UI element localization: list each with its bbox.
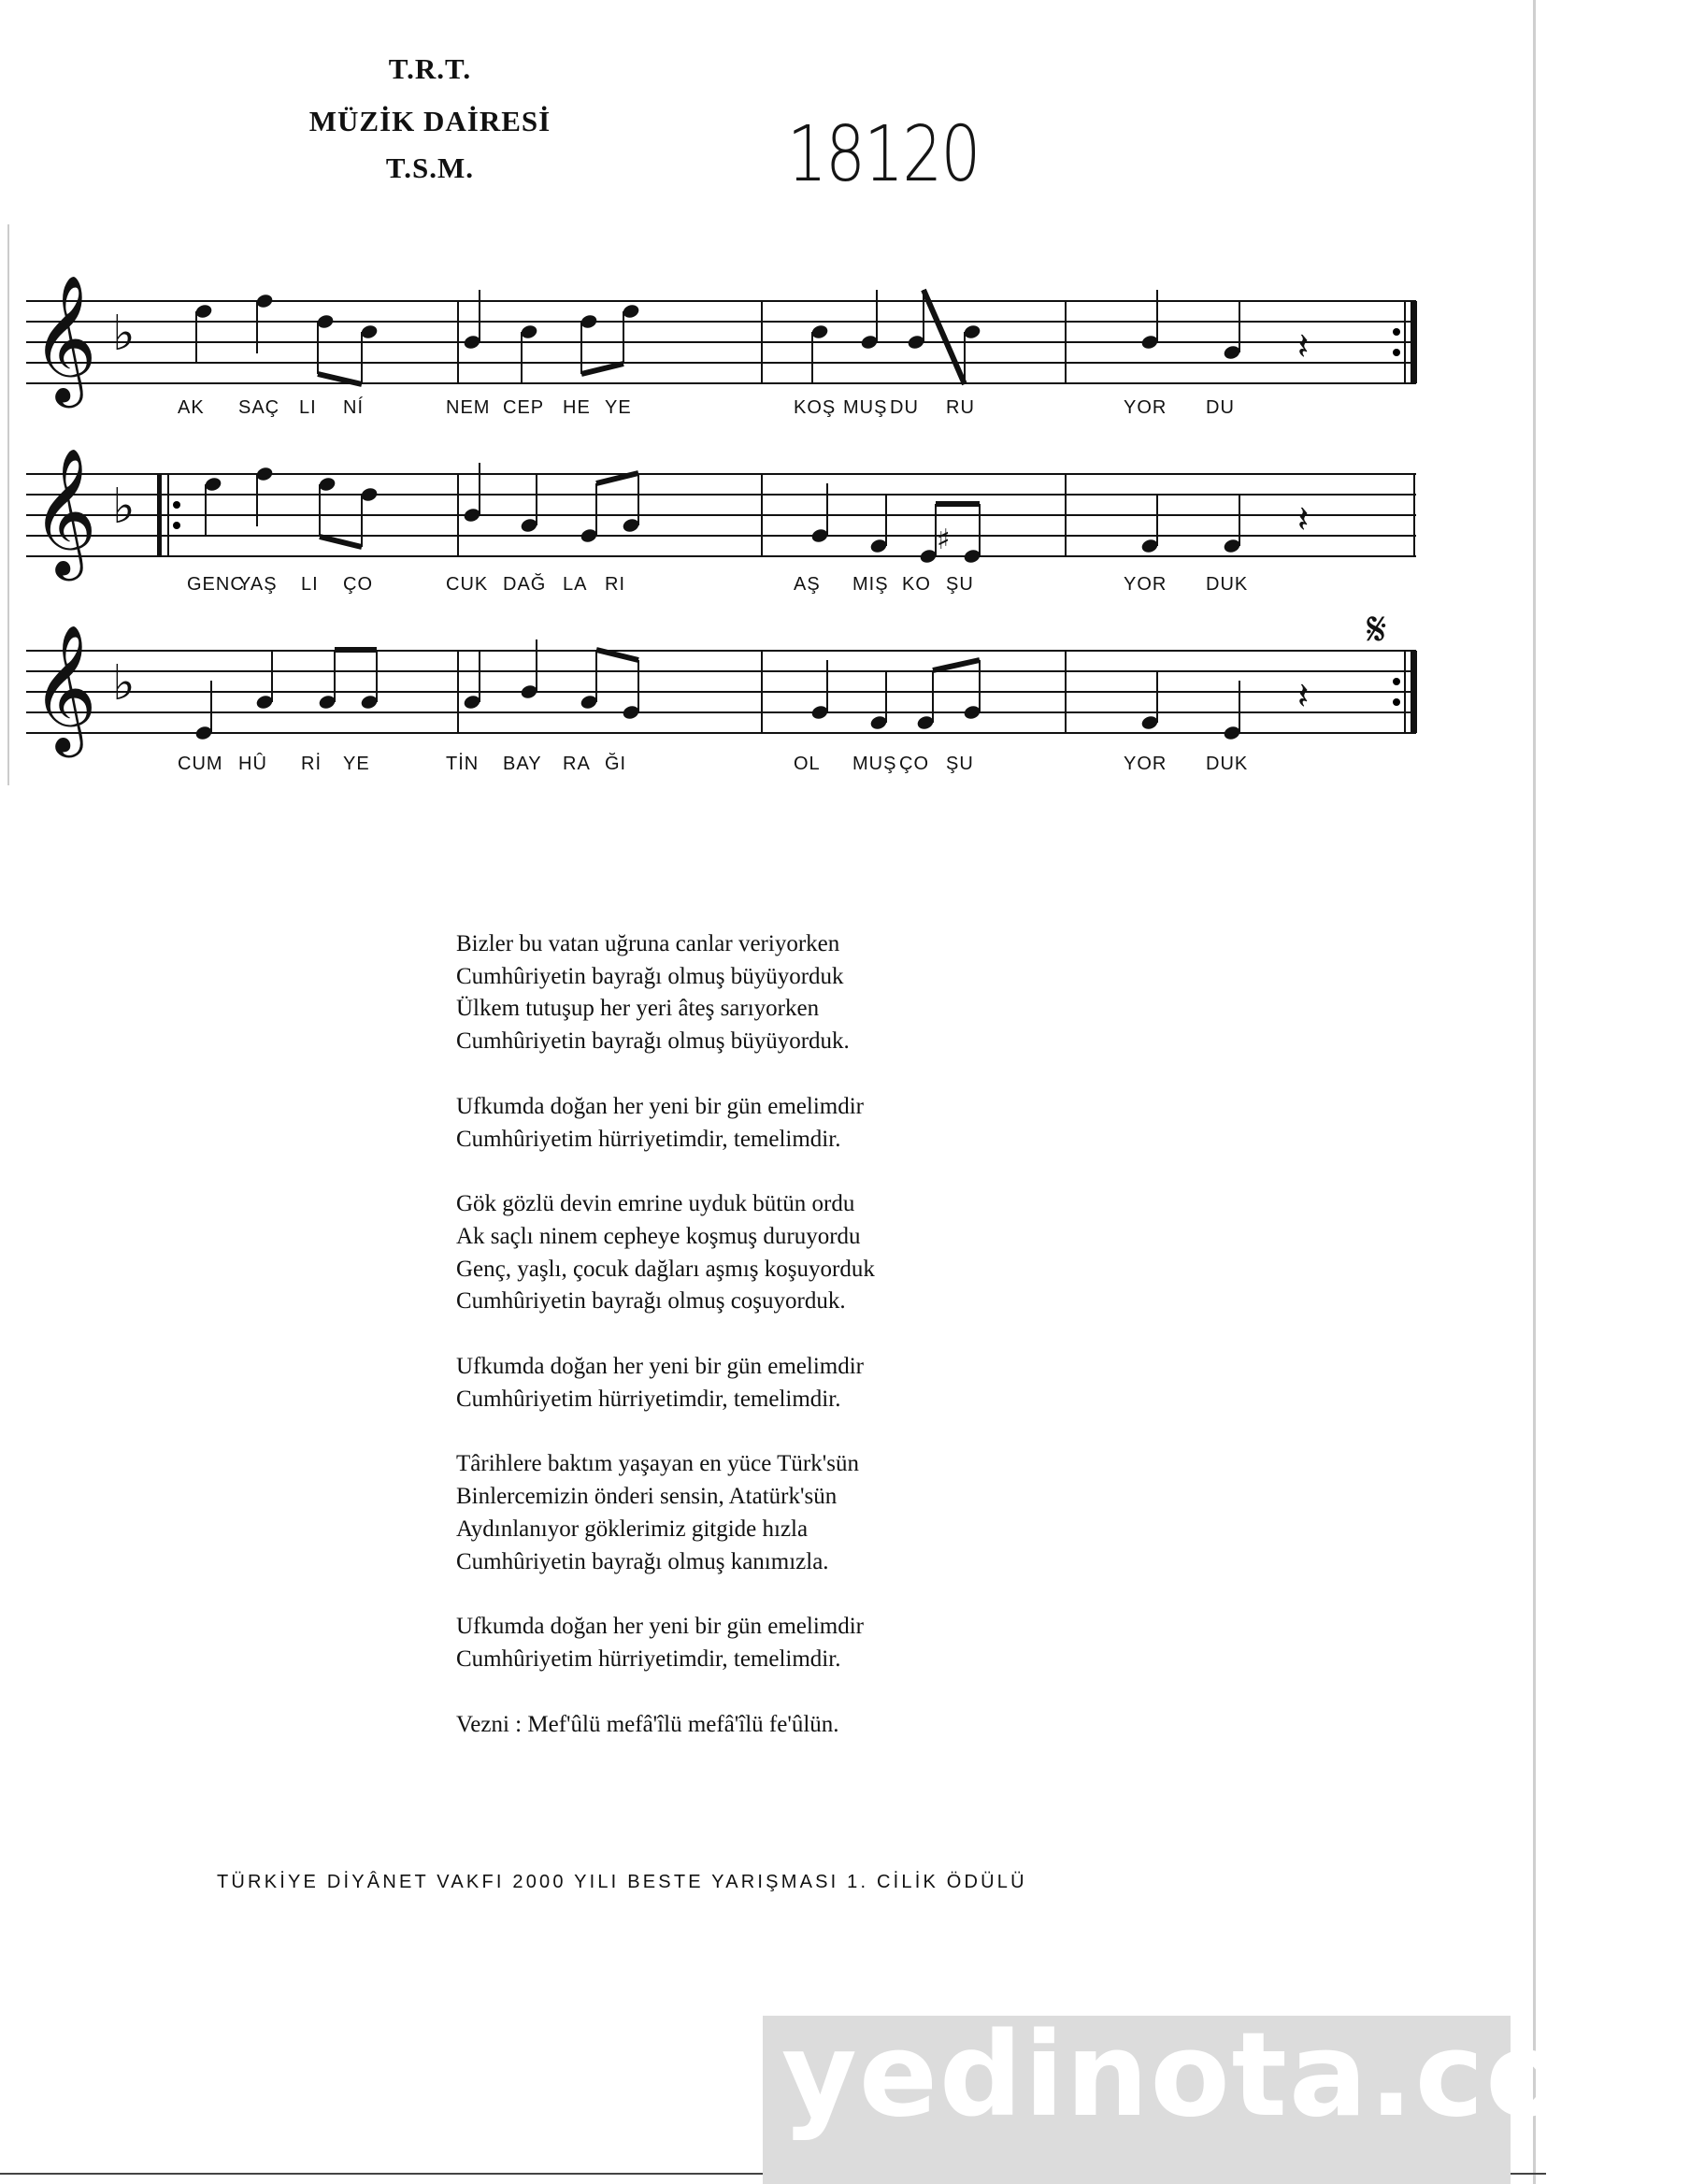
lyric-syllable: HÛ bbox=[238, 754, 267, 774]
lyric-syllable: YOR bbox=[1124, 397, 1167, 418]
repeat-dot bbox=[1393, 678, 1400, 685]
header-trt: T.R.T. bbox=[388, 52, 472, 85]
lyric-line: Cumhûriyetin bayrağı olmuş büyüyorduk bbox=[456, 963, 844, 989]
lyric-syllable: RU bbox=[946, 397, 975, 418]
repeat-dot bbox=[173, 501, 180, 509]
quarter-rest-icon: 𝄽 bbox=[1297, 675, 1310, 718]
lyric-line: Târihlere baktım yaşayan en yüce Türk'sün bbox=[456, 1451, 859, 1477]
lyrics-block bbox=[456, 928, 875, 1741]
lyric-syllable: CEP bbox=[503, 397, 545, 418]
lyric-syllable: ĞI bbox=[605, 754, 627, 774]
meter-line: Vezni : Mef'ûlü mefâ'îlü mefâ'îlü fe'ûlün. bbox=[456, 1711, 839, 1737]
lyric-line: Ufkumda doğan her yeni bir gün emelimdir bbox=[456, 1354, 864, 1380]
lyric-syllable: GENC bbox=[187, 574, 245, 595]
quarter-rest-icon: 𝄽 bbox=[1297, 325, 1310, 368]
note-beam bbox=[581, 364, 623, 374]
lyric-syllable: CUM bbox=[178, 754, 223, 774]
lyric-syllable: YAŞ bbox=[238, 574, 278, 595]
repeat-dot bbox=[1393, 349, 1400, 356]
lyric-syllable: YOR bbox=[1124, 754, 1167, 774]
lyric-syllable: MUŞ bbox=[843, 397, 888, 418]
lyric-syllable: NÍ bbox=[343, 397, 364, 418]
lyric-syllable: Rİ bbox=[301, 754, 322, 774]
flat-sign-icon: ♭ bbox=[112, 479, 136, 535]
segno-icon: 𝄋 bbox=[1367, 602, 1387, 656]
lyric-syllable: ŞU bbox=[946, 754, 974, 774]
note-beam bbox=[924, 290, 965, 384]
lyric-syllable: LA bbox=[563, 574, 588, 595]
lyric-syllable: DU bbox=[890, 397, 919, 418]
lyric-line: Cumhûriyetin bayrağı olmuş coşuyorduk. bbox=[456, 1288, 846, 1315]
lyric-syllable: YE bbox=[343, 754, 370, 774]
lyric-line: Cumhûriyetim hürriyetimdir, temelimdir. bbox=[456, 1126, 841, 1152]
repeat-thick-bar bbox=[1411, 651, 1417, 733]
lyric-syllable: AK bbox=[178, 397, 205, 418]
lyric-line: Ak saçlı ninem cepheye koşmuş duruyordu bbox=[456, 1223, 861, 1249]
stanza-2 bbox=[456, 1091, 875, 1156]
repeat-thick-bar bbox=[1411, 301, 1417, 383]
lyric-syllable: YOR bbox=[1124, 574, 1167, 595]
lyric-syllable: RI bbox=[605, 574, 625, 595]
lyric-line: Cumhûriyetin bayrağı olmuş kanımızla. bbox=[456, 1548, 829, 1574]
lyric-line: Aydınlanıyor göklerimiz gitgide hızla bbox=[456, 1516, 809, 1542]
music-score bbox=[0, 0, 1546, 823]
lyric-syllable: YE bbox=[605, 397, 632, 418]
stanza-6 bbox=[456, 1611, 875, 1675]
lyric-syllable: SAÇ bbox=[238, 397, 280, 418]
repeat-dot bbox=[173, 522, 180, 529]
lyric-line: Bizler bu vatan uğruna canlar veriyorken bbox=[456, 931, 840, 956]
stanza-5 bbox=[456, 1448, 875, 1578]
lyric-syllable: RA bbox=[563, 754, 591, 774]
lyric-syllable: LI bbox=[301, 574, 319, 595]
lyric-line: Cumhûriyetim hürriyetimdir, temelimdir. bbox=[456, 1386, 841, 1412]
lyric-syllable: BAY bbox=[503, 754, 542, 774]
lyric-line: Cumhûriyetim hürriyetimdir, temelimdir. bbox=[456, 1645, 841, 1672]
catalog-number: 18120 bbox=[787, 110, 980, 199]
award-caption: TÜRKİYE DİYÂNET VAKFI 2000 YILI BESTE YARIŞMASI 1. CİLİK ÖDÜLÜ bbox=[217, 1872, 1027, 1892]
lyric-line: Ufkumda doğan her yeni bir gün emelimdir bbox=[456, 1614, 864, 1640]
lyric-syllable: HE bbox=[563, 397, 591, 418]
repeat-dot bbox=[1393, 698, 1400, 706]
sharp-sign-icon: ♯ bbox=[937, 524, 951, 556]
lyric-line: Ülkem tutuşup her yeri âteş sarıyorken bbox=[456, 996, 820, 1022]
staff-system bbox=[26, 446, 1416, 581]
lyric-syllable: KOŞ bbox=[794, 397, 837, 418]
lyric-syllable: LI bbox=[299, 397, 317, 418]
lyric-syllable: MIŞ bbox=[852, 574, 889, 595]
lyric-syllable: KO bbox=[902, 574, 931, 595]
lyric-syllable: TİN bbox=[446, 754, 480, 774]
lyric-syllable: DAĞ bbox=[503, 574, 547, 595]
stanza-1 bbox=[456, 928, 875, 1058]
staff-system bbox=[26, 273, 1417, 408]
header-muzik-dairesi: MÜZİK DAİRESİ bbox=[308, 105, 551, 137]
lyric-syllable: DUK bbox=[1206, 754, 1249, 774]
flat-sign-icon: ♭ bbox=[112, 306, 136, 362]
stanza-4 bbox=[456, 1351, 875, 1415]
lyric-syllable: OL bbox=[794, 754, 821, 774]
lyric-syllable: CUK bbox=[446, 574, 489, 595]
lyric-syllable: AŞ bbox=[794, 574, 821, 595]
lyric-syllable: ÇO bbox=[899, 754, 929, 774]
lyric-syllable: DUK bbox=[1206, 574, 1249, 595]
lyric-line: Genç, yaşlı, çocuk dağları aşmış koşuyorduk bbox=[456, 1256, 875, 1282]
header-tsm: T.S.M. bbox=[385, 151, 475, 184]
note-beam bbox=[933, 660, 980, 670]
lyric-line: Ufkumda doğan her yeni bir gün emelimdir bbox=[456, 1093, 864, 1119]
treble-clef-icon: 𝄞 bbox=[32, 273, 97, 402]
treble-clef-icon: 𝄞 bbox=[32, 446, 97, 575]
lyric-syllable: DU bbox=[1206, 397, 1235, 418]
repeat-thick-bar bbox=[157, 474, 162, 556]
watermark: yedinota.com bbox=[781, 2008, 1690, 2143]
lyric-syllable: MUŞ bbox=[852, 754, 897, 774]
lyric-syllable: ŞU bbox=[946, 574, 974, 595]
quarter-rest-icon: 𝄽 bbox=[1297, 498, 1310, 541]
stanza-3 bbox=[456, 1188, 875, 1318]
flat-sign-icon: ♭ bbox=[112, 655, 136, 711]
lyric-line: Gök gözlü devin emrine uyduk bütün ordu bbox=[456, 1191, 855, 1217]
lyric-line: Cumhûriyetin bayrağı olmuş büyüyorduk. bbox=[456, 1028, 850, 1055]
staff-system bbox=[26, 623, 1417, 757]
lyric-syllable: ÇO bbox=[343, 574, 373, 595]
treble-clef-icon: 𝄞 bbox=[32, 623, 97, 752]
repeat-dot bbox=[1393, 328, 1400, 336]
lyric-syllable: NEM bbox=[446, 397, 491, 418]
lyric-line: Binlercemizin önderi sensin, Atatürk'sün bbox=[456, 1484, 838, 1510]
note-beam bbox=[320, 537, 362, 547]
